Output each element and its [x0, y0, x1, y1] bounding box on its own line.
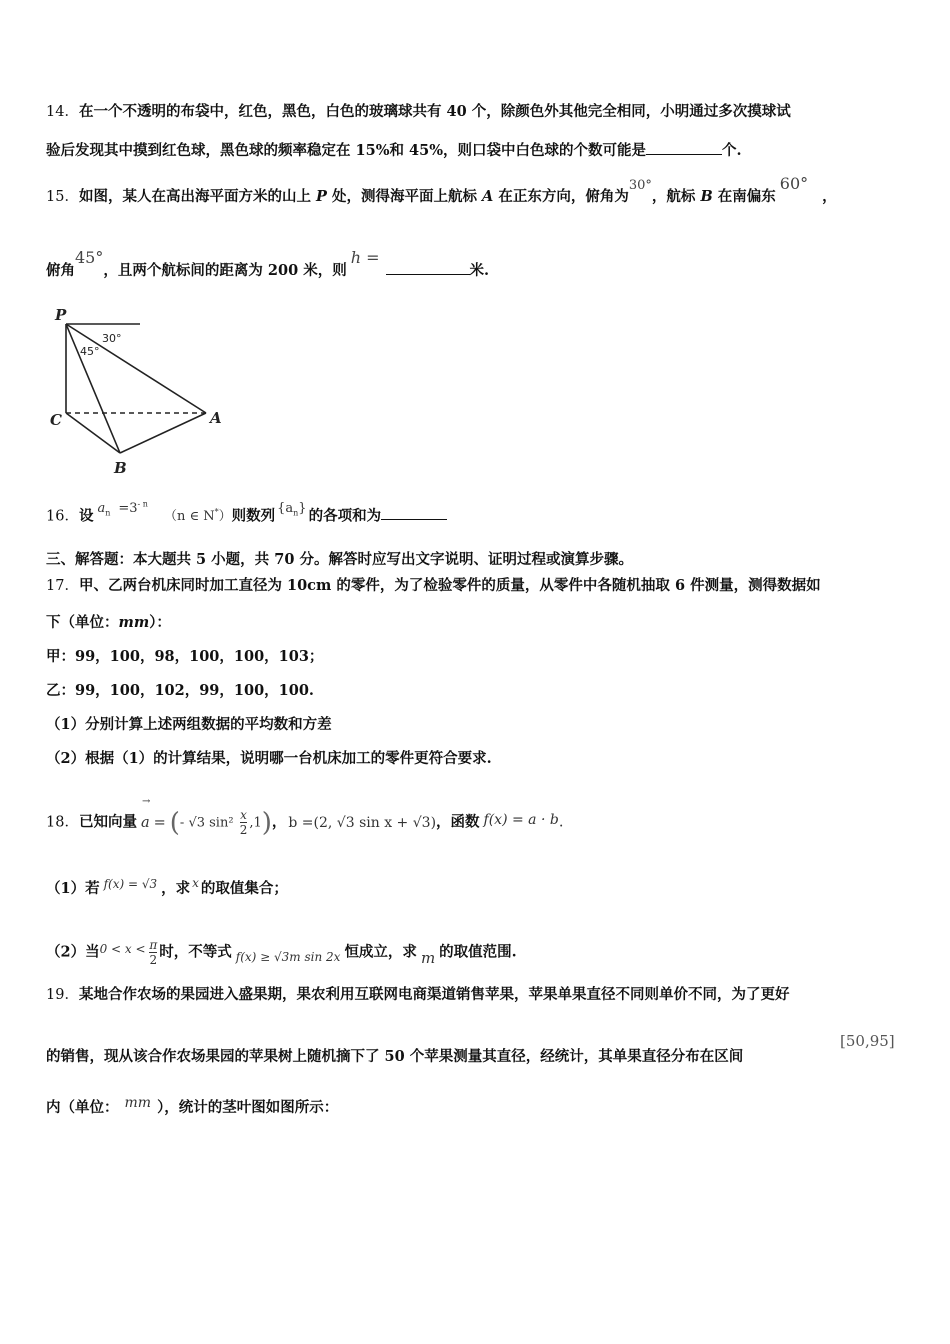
q16-eq: =3 [118, 501, 138, 517]
q16-cond-sup: * [214, 508, 219, 517]
q15-line1 [46, 174, 837, 208]
q16-an-sub: n [105, 508, 111, 518]
q18-p2-m: m [420, 948, 436, 967]
q15-point-b: B [700, 188, 713, 205]
q18-left-paren: ( [169, 807, 180, 838]
q14-line2 [46, 140, 742, 161]
segment-pa [66, 324, 206, 413]
q19-line3 [46, 1095, 339, 1118]
q16-condition [164, 509, 232, 524]
q17-unit: mm [118, 614, 150, 631]
q15-angle-45: 45° [75, 248, 104, 267]
q16-an: a [97, 501, 106, 517]
q17-data-yi [46, 681, 314, 701]
q15-answer-blank[interactable] [386, 260, 470, 275]
q18-right-paren: ) [261, 807, 272, 838]
q15-line2 [46, 248, 490, 281]
q15-figure [44, 302, 244, 482]
q18-p2-d: 的取值范围. [439, 943, 517, 961]
q15-comma: ， [822, 188, 837, 205]
q18-p1-b: ，求 [161, 880, 191, 897]
q16-cond: （n ∈ N [163, 509, 215, 525]
segment-ba [120, 413, 206, 453]
q17-part1 [46, 715, 332, 735]
q15-h-equals: h = [350, 248, 380, 267]
label-b: B [114, 459, 127, 477]
q17-text-1: 甲、乙两台机床同时加工直径为 10cm 的零件，为了检验零件的质量，从零件中各随机抽取 6 件测量，测得数据如 [78, 577, 821, 594]
q18-p2-fraction [149, 938, 157, 967]
q18-p2-cond: 0 < x < [99, 941, 150, 956]
q18-p2-b: 时，不等式 [159, 943, 232, 961]
q16-formula [97, 501, 148, 516]
q18-p2-inequality: f(x) ≥ √3m sin 2x [235, 949, 341, 964]
q15-point-p: P [316, 188, 327, 205]
q19-text-3a: 内（单位： [46, 1099, 119, 1116]
q15-text-e: 在南偏东 [712, 188, 776, 205]
q18-number: 18． [46, 814, 79, 831]
q18-fraction [240, 808, 248, 837]
q18-function: f(x) = a · b [483, 811, 559, 828]
q18-text-a: 已知向量 [78, 813, 137, 831]
q19-line2 [46, 1047, 743, 1067]
q18-p1-x: x [192, 876, 199, 890]
q15-number: 15． [46, 189, 79, 205]
q17-p1: （1）分别计算上述两组数据的平均数和方差 [46, 716, 332, 733]
q16-cond-end: ） [218, 509, 232, 525]
q15-point-a: A [482, 188, 494, 205]
label-angle-45: 45° [80, 345, 100, 358]
q18-p2-a: （2）当 [46, 943, 100, 961]
q18-p2-two: 2 [149, 953, 158, 967]
q16-answer-blank[interactable] [381, 505, 447, 520]
section-3-text: 三、解答题：本大题共 5 小题，共 70 分。解答时应写出文字说明、证明过程或演算步骤。 [46, 551, 633, 568]
q16-exp: - n [137, 500, 148, 509]
q16-seq [277, 501, 306, 516]
q14-tail: 个. [722, 142, 742, 159]
q18-p1-cond: f(x) = √3 [103, 877, 158, 891]
label-a: A [210, 409, 222, 427]
q16-seq-open: {a [277, 501, 294, 517]
q18-line1 [46, 796, 564, 838]
q18-part2 [46, 938, 517, 967]
q14-text-2: 验后发现其中摸到红色球，黑色球的频率稳定在 15%和 45%，则口袋中白色球的个数可能是 [46, 142, 647, 159]
q18-eq: = [153, 814, 166, 831]
label-p: P [55, 306, 67, 324]
q18-vec-a-end: ,1 [249, 815, 262, 831]
q19-text-2: 的销售，现从该合作农场果园的苹果树上随机摘下了 50 个苹果测量其直径，经统计，其单果直径分布在区间 [46, 1048, 744, 1065]
q17-data-jia [46, 647, 323, 667]
q17-line2 [46, 613, 171, 633]
q15-text-b: 处，测得海平面上航标 [326, 188, 483, 205]
q14-number: 14． [46, 104, 79, 120]
q17-part2 [46, 749, 492, 769]
q15-text-d: ，航标 [651, 188, 701, 205]
q18-vector-a [140, 796, 272, 838]
label-c: C [50, 411, 62, 429]
q18-part1 [46, 876, 288, 899]
q15-angle-60: 60° [779, 174, 809, 193]
q18-p2-c: 恒成立，求 [344, 943, 417, 961]
q18-vec-a-value: - √3 sin² [179, 815, 238, 831]
q17-p2: （2）根据（1）的计算结果，说明哪一台机床加工的零件更符合要求. [46, 750, 492, 767]
q16-text-c: 的各项和为 [308, 507, 382, 525]
q19-number: 19． [46, 987, 79, 1003]
q18-frac-num: x [240, 808, 247, 822]
q14-answer-blank[interactable] [646, 140, 722, 155]
q15-tail: 米. [469, 262, 490, 279]
q18-period: . [558, 814, 564, 831]
q15-angle-30: 30° [628, 178, 652, 193]
q19-unit: mm [124, 1095, 152, 1111]
q18-comma: ， [271, 813, 287, 831]
q18-text-b: ，函数 [436, 813, 480, 831]
q19-text-3b: ），统计的茎叶图如图所示： [157, 1099, 339, 1116]
label-angle-30: 30° [102, 332, 122, 345]
q18-frac-den: 2 [239, 823, 248, 837]
q14-text-1: 在一个不透明的布袋中，红色，黑色，白色的玻璃球共有 40 个，除颜色外其他完全相同，小明通过多次摸球试 [78, 103, 791, 120]
q18-p2-pi: π [149, 938, 158, 952]
q15-text-a: 如图，某人在高出海平面方米的山上 [78, 188, 316, 205]
q16-text-b: 则数列 [231, 507, 276, 525]
section-3-heading [46, 550, 633, 570]
q18-p1-a: （1）若 [46, 880, 100, 897]
q17-yi: 乙：99，100，102，99，100，100. [46, 682, 314, 699]
q15-text-2b: ，且两个航标间的距离为 200 米，则 [103, 262, 347, 279]
q19-line1 [46, 985, 789, 1005]
q17-jia: 甲：99，100，98，100，100，103； [46, 648, 324, 665]
q17-text-2b: ）： [149, 614, 171, 631]
q18-vec-a-symbol: a [140, 814, 150, 831]
q18-vector-b: b =(2, √3 sin x + √3) [288, 814, 437, 831]
q16-line [46, 500, 447, 532]
q16-text-a: 设 [78, 507, 94, 525]
q17-line1 [46, 576, 821, 596]
q16-number: 16． [46, 508, 79, 525]
q17-text-2a: 下（单位： [46, 614, 119, 631]
q16-seq-sub: n [293, 508, 299, 518]
q19-interval: [50,95] [840, 1032, 895, 1050]
q16-seq-close: } [298, 501, 307, 517]
q14-line1 [46, 102, 791, 122]
q19-text-1: 某地合作农场的果园进入盛果期，果农利用互联网电商渠道销售苹果，苹果单果直径不同则单价不同，为了更好 [78, 986, 790, 1003]
q15-text-2a: 俯角 [46, 262, 75, 279]
q18-p1-c: 的取值集合； [200, 880, 288, 897]
q15-text-c: 在正东方向，俯角为 [493, 188, 629, 205]
vector-arrow-icon: → [141, 796, 151, 807]
q17-number: 17． [46, 578, 79, 594]
